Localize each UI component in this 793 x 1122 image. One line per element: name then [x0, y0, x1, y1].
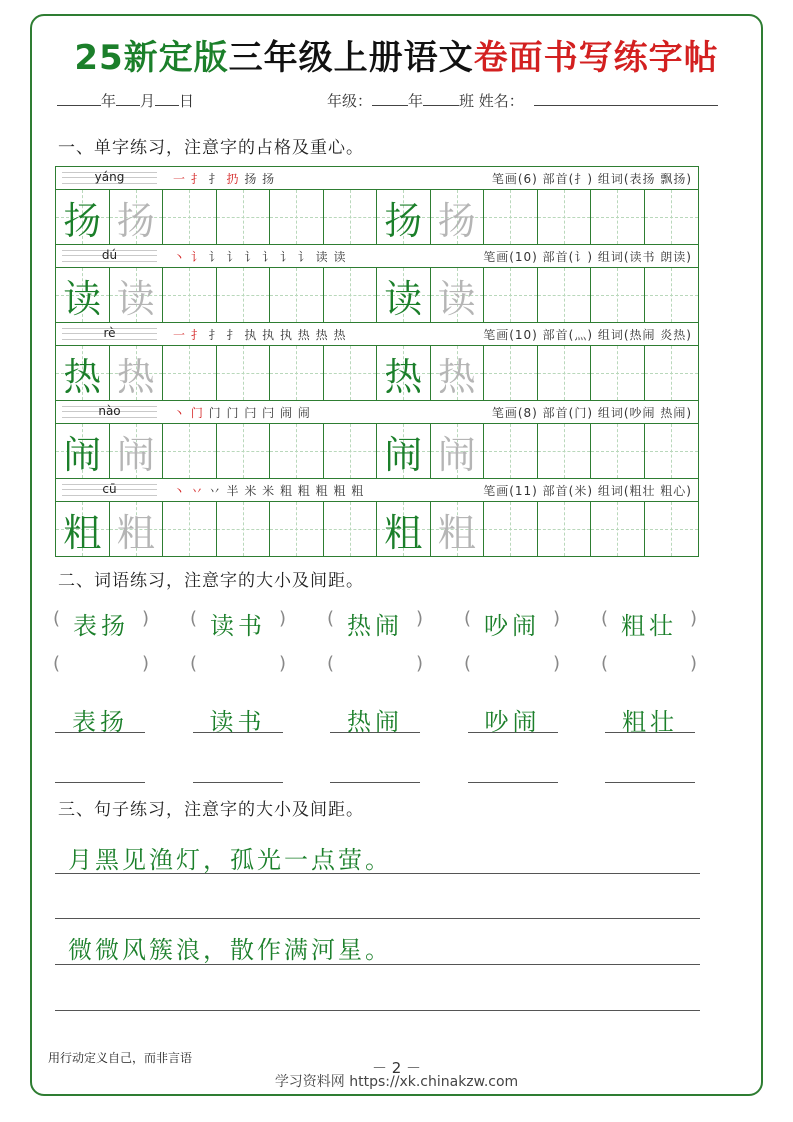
stroke-step: 热 [315, 328, 334, 342]
tian-grid-cell[interactable] [591, 268, 645, 322]
stroke-step: 丶 [173, 406, 191, 420]
model-char: 扬 [63, 198, 102, 243]
day-blank[interactable] [155, 91, 179, 106]
stroke-step: 讠 [262, 250, 280, 264]
tian-grid-cell[interactable] [217, 424, 271, 478]
tian-grid-cell[interactable] [56, 424, 110, 478]
practice-cells-3 [56, 424, 698, 479]
stroke-step: 米 [262, 484, 280, 498]
stroke-step: 闩 [262, 406, 280, 420]
year-blank[interactable] [57, 91, 101, 106]
tian-grid-cell[interactable] [217, 346, 271, 400]
tian-grid-cell[interactable] [431, 190, 485, 244]
tian-grid-cell[interactable] [538, 268, 592, 322]
writing-line[interactable] [55, 873, 700, 874]
tian-grid-cell[interactable] [324, 502, 378, 556]
character-practice-grid [55, 166, 699, 557]
tian-grid-cell[interactable] [217, 190, 271, 244]
char-header-0 [56, 167, 698, 190]
tian-grid-cell[interactable] [591, 346, 645, 400]
sentence-1: 月黑见渔灯，孤光一点萤。 [68, 846, 392, 874]
tian-grid-cell[interactable] [377, 346, 431, 400]
tian-grid-cell[interactable] [163, 346, 217, 400]
writing-line[interactable] [55, 964, 700, 965]
stroke-step: 扌 [190, 328, 209, 342]
tian-grid-cell[interactable] [645, 346, 699, 400]
char-header-3 [56, 401, 698, 424]
pinyin: yáng [94, 170, 125, 184]
stroke-step: 丷 [208, 484, 227, 498]
stroke-step: 读 [333, 250, 347, 264]
stroke-step: 执 [262, 328, 280, 342]
pinyin-lines [56, 167, 163, 189]
tian-grid-cell[interactable] [270, 424, 324, 478]
tian-grid-cell[interactable] [110, 190, 164, 244]
model-char: 扬 [384, 198, 423, 243]
trace-char: 热 [437, 354, 476, 399]
word-lined-model: 读书 [193, 702, 283, 733]
practice-cells-4 [56, 502, 698, 556]
tian-grid-cell[interactable] [645, 424, 699, 478]
char-header-2 [56, 323, 698, 346]
stroke-step: 粗 [315, 484, 334, 498]
tian-grid-cell[interactable] [270, 346, 324, 400]
model-char: 读 [384, 276, 423, 321]
tian-grid-cell[interactable] [645, 190, 699, 244]
motto: 用行动定义自己，而非言语 [48, 1051, 193, 1065]
word-row-model [53, 606, 697, 640]
model-char: 热 [384, 354, 423, 399]
tian-grid-cell[interactable] [538, 424, 592, 478]
tian-grid-cell[interactable] [484, 190, 538, 244]
stroke-step: 门 [208, 406, 227, 420]
word-blank[interactable]: ( ) [464, 653, 560, 674]
trace-char: 粗 [116, 510, 155, 555]
word-blank[interactable]: ( ) [190, 653, 286, 674]
tian-grid-cell[interactable] [431, 502, 485, 556]
pinyin: rè [103, 326, 116, 340]
word-lined-blank[interactable] [330, 752, 420, 783]
tian-grid-cell[interactable] [377, 502, 431, 556]
char-header-1 [56, 245, 698, 268]
tian-grid-cell[interactable] [163, 424, 217, 478]
tian-grid-cell[interactable] [270, 190, 324, 244]
stroke-order [173, 248, 346, 265]
writing-line[interactable] [55, 1010, 700, 1011]
tian-grid-cell[interactable] [431, 424, 485, 478]
stroke-step: 粗 [333, 484, 352, 498]
pinyin: cū [102, 482, 117, 496]
tian-grid-cell[interactable] [110, 502, 164, 556]
stroke-step: 讠 [226, 250, 245, 264]
trace-char: 闹 [437, 432, 476, 477]
tian-grid-cell[interactable] [591, 424, 645, 478]
word-blank[interactable]: ( ) [327, 653, 423, 674]
word-lined-model: 粗壮 [605, 702, 695, 733]
word-lined-blank[interactable] [605, 752, 695, 783]
tian-grid-cell[interactable] [645, 502, 699, 556]
model-char: 粗 [384, 510, 423, 555]
stroke-step: 讠 [279, 250, 298, 264]
tian-grid-cell[interactable] [431, 268, 485, 322]
word-row-blank [55, 651, 695, 681]
stroke-step: 扬 [244, 172, 263, 186]
stroke-step: 丷 [190, 484, 209, 498]
stroke-step: 讠 [244, 250, 263, 264]
practice-cells-2 [56, 346, 698, 401]
stroke-step: 执 [244, 328, 263, 342]
tian-grid-cell[interactable] [270, 268, 324, 322]
stroke-step: 粗 [297, 484, 316, 498]
stroke-step: 一 [173, 328, 191, 342]
stroke-step: 扬 [262, 172, 276, 186]
grade-blank[interactable] [372, 91, 408, 106]
pinyin-lines [56, 245, 163, 267]
char-info: 笔画(10) 部首(灬) 组词(热闹 炎热) [483, 328, 692, 342]
trace-char: 读 [116, 276, 155, 321]
word-model: ( ) 读书 [190, 608, 286, 640]
tian-grid-cell[interactable] [163, 190, 217, 244]
stroke-step: 热 [297, 328, 316, 342]
month-blank[interactable] [116, 91, 140, 106]
stroke-step: 扌 [226, 328, 245, 342]
tian-grid-cell[interactable] [324, 268, 378, 322]
pinyin-lines [56, 479, 163, 501]
writing-line[interactable] [55, 918, 700, 919]
stroke-step: 粗 [279, 484, 298, 498]
tian-grid-cell[interactable] [56, 502, 110, 556]
tian-grid-cell[interactable] [217, 502, 271, 556]
stroke-step: 讠 [297, 250, 316, 264]
stroke-step: 热 [333, 328, 347, 342]
stroke-step: 门 [190, 406, 209, 420]
word-lined-model: 吵闹 [468, 702, 558, 733]
pinyin: nào [98, 404, 121, 418]
stroke-step: 扌 [190, 172, 209, 186]
trace-char: 粗 [437, 510, 476, 555]
tian-grid-cell[interactable] [431, 346, 485, 400]
stroke-order [173, 404, 311, 421]
word-row-lined-blank [55, 752, 695, 783]
model-char: 闹 [63, 432, 102, 477]
tian-grid-cell[interactable] [324, 424, 378, 478]
practice-cells-1 [56, 268, 698, 323]
tian-grid-cell[interactable] [538, 190, 592, 244]
page-number: － 2 － [371, 1059, 422, 1077]
tian-grid-cell[interactable] [110, 424, 164, 478]
tian-grid-cell[interactable] [163, 502, 217, 556]
stroke-step: 扌 [208, 328, 227, 342]
char-info: 笔画(6) 部首(扌) 组词(表扬 飘扬) [491, 172, 692, 186]
tian-grid-cell[interactable] [324, 346, 378, 400]
word-model: ( ) 表扬 [53, 608, 149, 640]
tian-grid-cell[interactable] [56, 190, 110, 244]
trace-char: 扬 [116, 198, 155, 243]
tian-grid-cell[interactable] [217, 268, 271, 322]
word-model: ( ) 粗壮 [601, 608, 697, 640]
date-fields: 年 月 日 [57, 90, 194, 111]
sentence-2: 微微风簇浪，散作满河星。 [68, 936, 392, 964]
stroke-step: 讠 [190, 250, 209, 264]
name-blank[interactable] [534, 91, 718, 106]
tian-grid-cell[interactable] [377, 424, 431, 478]
word-model: ( ) 热闹 [327, 608, 423, 640]
stroke-step: 米 [244, 484, 263, 498]
student-fields: 年级： 年 班 姓名： [327, 90, 718, 111]
word-model: ( ) 吵闹 [464, 608, 560, 640]
tian-grid-cell[interactable] [591, 502, 645, 556]
stroke-order [173, 326, 346, 343]
word-lined-blank[interactable] [55, 752, 145, 783]
word-blank[interactable]: ( ) [601, 653, 697, 674]
char-info: 笔画(11) 部首(米) 组词(粗壮 粗心) [483, 484, 692, 498]
stroke-step: 丶 [173, 250, 191, 264]
tian-grid-cell[interactable] [591, 190, 645, 244]
section-3-heading: 三、句子练习，注意字的大小及间距。 [58, 800, 364, 820]
tian-grid-cell[interactable] [484, 424, 538, 478]
tian-grid-cell[interactable] [56, 268, 110, 322]
trace-char: 扬 [437, 198, 476, 243]
char-info: 笔画(8) 部首(门) 组词(吵闹 热闹) [491, 406, 692, 420]
model-char: 读 [63, 276, 102, 321]
tian-grid-cell[interactable] [324, 190, 378, 244]
pinyin: dú [101, 248, 118, 262]
tian-grid-cell[interactable] [110, 268, 164, 322]
tian-grid-cell[interactable] [377, 268, 431, 322]
trace-char: 闹 [116, 432, 155, 477]
trace-char: 读 [437, 276, 476, 321]
char-header-4 [56, 479, 698, 502]
stroke-step: 门 [226, 406, 245, 420]
stroke-order [173, 170, 275, 187]
tian-grid-cell[interactable] [110, 346, 164, 400]
tian-grid-cell[interactable] [645, 268, 699, 322]
pinyin-lines [56, 401, 163, 423]
word-lined-model: 热闹 [330, 702, 420, 733]
stroke-step: 讠 [208, 250, 227, 264]
stroke-step: 执 [279, 328, 298, 342]
tian-grid-cell[interactable] [538, 502, 592, 556]
tian-grid-cell[interactable] [538, 346, 592, 400]
trace-char: 热 [116, 354, 155, 399]
char-info: 笔画(10) 部首(讠) 组词(读书 朗读) [483, 250, 692, 264]
word-blank[interactable]: ( ) [53, 653, 149, 674]
word-lined-blank[interactable] [193, 752, 283, 783]
stroke-step: 读 [315, 250, 334, 264]
tian-grid-cell[interactable] [484, 346, 538, 400]
stroke-step: 闹 [279, 406, 298, 420]
tian-grid-cell[interactable] [163, 268, 217, 322]
page-title: 25新定版三年级上册语文卷面书写练字帖 [74, 38, 719, 78]
model-char: 闹 [384, 432, 423, 477]
tian-grid-cell[interactable] [56, 346, 110, 400]
stroke-step: 粗 [351, 484, 365, 498]
section-2-heading: 二、词语练习，注意字的大小及间距。 [58, 571, 364, 591]
stroke-step: 扌 [208, 172, 227, 186]
pinyin-lines [56, 323, 163, 345]
class-blank[interactable] [423, 91, 459, 106]
word-lined-blank[interactable] [468, 752, 558, 783]
tian-grid-cell[interactable] [484, 502, 538, 556]
practice-cells-0 [56, 190, 698, 245]
tian-grid-cell[interactable] [270, 502, 324, 556]
word-row-lined-model [55, 702, 695, 736]
stroke-step: 扔 [226, 172, 245, 186]
stroke-step: 半 [226, 484, 245, 498]
stroke-step: 闩 [244, 406, 263, 420]
word-lined-model: 表扬 [55, 702, 145, 733]
stroke-step: 闹 [297, 406, 311, 420]
tian-grid-cell[interactable] [377, 190, 431, 244]
section-1-heading: 一、单字练习，注意字的占格及重心。 [58, 138, 364, 158]
watermark: 学习资料网 https://xk.chinakzw.com [274, 1074, 519, 1090]
stroke-order [173, 482, 364, 499]
tian-grid-cell[interactable] [484, 268, 538, 322]
stroke-step: 丶 [173, 484, 191, 498]
model-char: 热 [63, 354, 102, 399]
stroke-step: 一 [173, 172, 191, 186]
model-char: 粗 [63, 510, 102, 555]
